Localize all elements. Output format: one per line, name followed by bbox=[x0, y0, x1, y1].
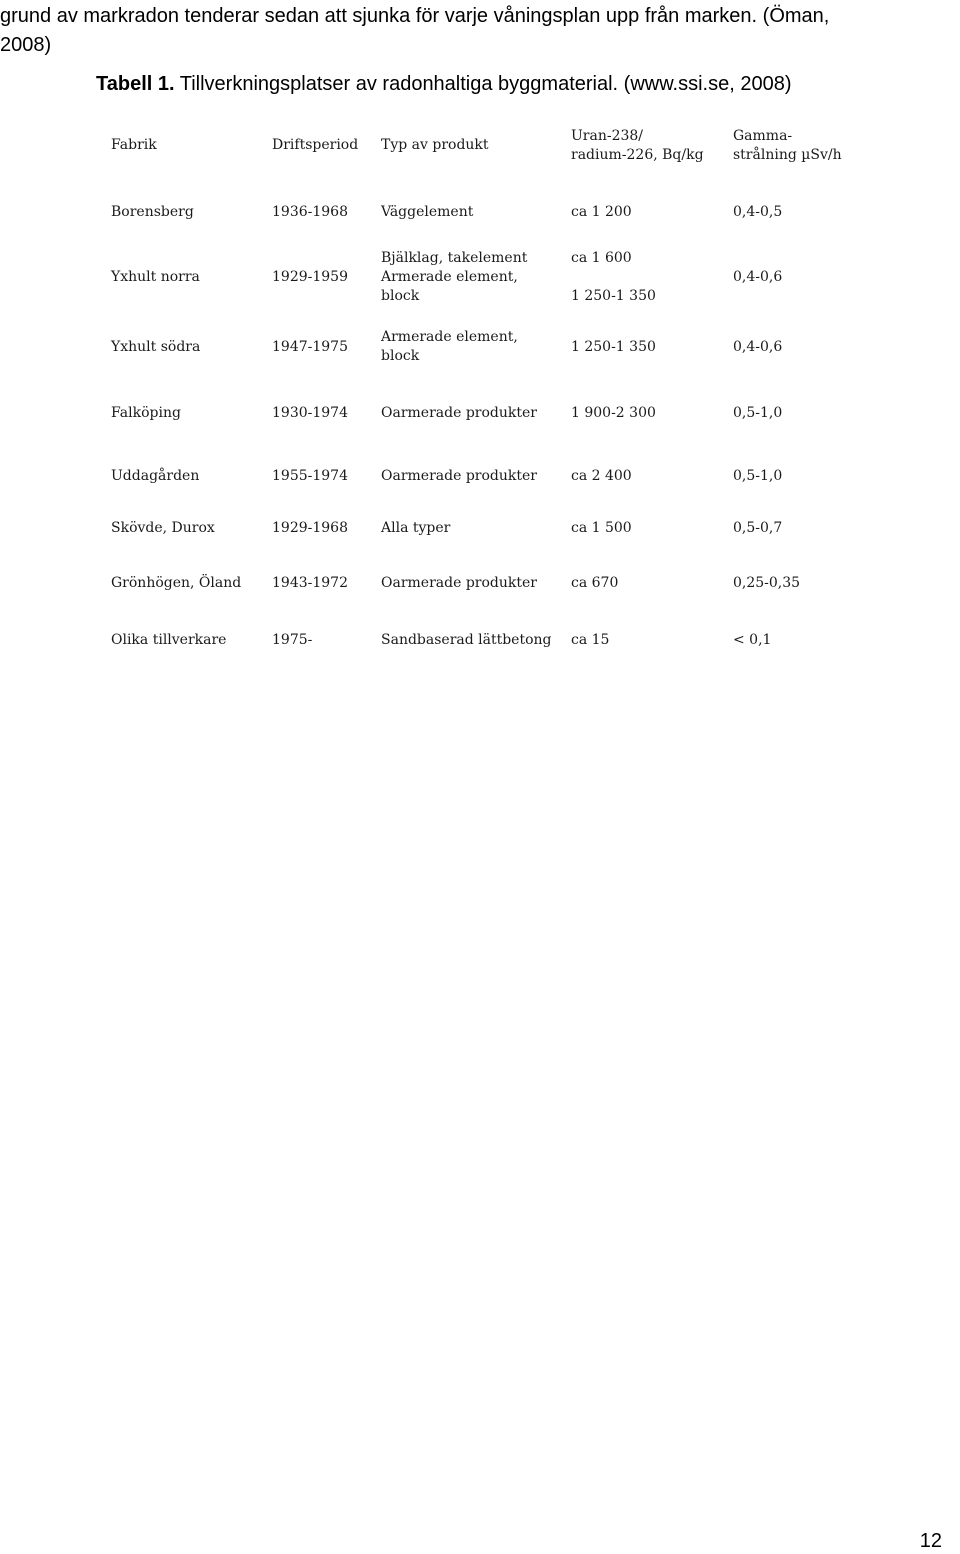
cell-typ: Oarmerade produkter bbox=[381, 575, 537, 591]
cell-period: 1930-1974 bbox=[272, 405, 348, 421]
header-driftsperiod: Driftsperiod bbox=[272, 137, 359, 153]
cell-uran-line-1: ca 1 600 bbox=[571, 250, 632, 266]
header-gamma-line-2: strålning µSv/h bbox=[733, 147, 842, 163]
cell-fabrik: Olika tillverkare bbox=[111, 632, 227, 648]
table-caption-label: Tabell 1. bbox=[96, 73, 175, 95]
cell-uran-line-2: 1 250-1 350 bbox=[571, 288, 656, 304]
cell-uran: ca 15 bbox=[571, 632, 610, 648]
cell-typ-line-1: Armerade element, bbox=[381, 329, 518, 345]
cell-uran: 1 250-1 350 bbox=[571, 339, 656, 355]
cell-gamma: 0,4-0,5 bbox=[733, 204, 783, 220]
cell-typ-line-2: Armerade element, bbox=[381, 269, 518, 285]
cell-fabrik: Skövde, Durox bbox=[111, 520, 215, 536]
cell-fabrik: Yxhult norra bbox=[111, 269, 200, 285]
cell-fabrik: Falköping bbox=[111, 405, 181, 421]
cell-fabrik: Borensberg bbox=[111, 204, 194, 220]
cell-period: 1929-1959 bbox=[272, 269, 348, 285]
cell-fabrik: Uddagården bbox=[111, 468, 200, 484]
cell-period: 1929-1968 bbox=[272, 520, 348, 536]
page-number: 12 bbox=[919, 1530, 942, 1552]
cell-typ: Oarmerade produkter bbox=[381, 468, 537, 484]
table-caption-text: Tillverkningsplatser av radonhaltiga byggmaterial. (www.ssi.se, 2008) bbox=[174, 73, 792, 95]
intro-paragraph bbox=[0, 2, 960, 60]
header-gamma-line-1: Gamma- bbox=[733, 128, 793, 144]
cell-uran: 1 900-2 300 bbox=[571, 405, 656, 421]
cell-typ-line-1: Bjälklag, takelement bbox=[381, 250, 528, 266]
cell-period: 1955-1974 bbox=[272, 468, 348, 484]
cell-uran: ca 2 400 bbox=[571, 468, 632, 484]
cell-typ: Oarmerade produkter bbox=[381, 405, 537, 421]
cell-gamma: 0,25-0,35 bbox=[733, 575, 801, 591]
cell-uran: ca 1 500 bbox=[571, 520, 632, 536]
header-uran-line-1: Uran-238/ bbox=[571, 128, 644, 144]
cell-uran: ca 1 200 bbox=[571, 204, 632, 220]
header-uran-line-2: radium-226, Bq/kg bbox=[571, 147, 704, 163]
header-typ-av-produkt: Typ av produkt bbox=[381, 137, 489, 153]
cell-gamma: 0,4-0,6 bbox=[733, 339, 783, 355]
cell-gamma: 0,5-1,0 bbox=[733, 468, 783, 484]
cell-period: 1947-1975 bbox=[272, 339, 348, 355]
header-fabrik: Fabrik bbox=[111, 137, 157, 153]
cell-period: 1936-1968 bbox=[272, 204, 348, 220]
cell-period: 1943-1972 bbox=[272, 575, 348, 591]
cell-uran: ca 670 bbox=[571, 575, 619, 591]
cell-gamma: 0,5-0,7 bbox=[733, 520, 783, 536]
cell-typ: Alla typer bbox=[381, 520, 451, 536]
cell-fabrik: Yxhult södra bbox=[111, 339, 201, 355]
cell-period: 1975- bbox=[272, 632, 313, 648]
cell-gamma: 0,4-0,6 bbox=[733, 269, 783, 285]
intro-line-2: 2008) bbox=[0, 34, 52, 56]
table-caption bbox=[96, 71, 792, 97]
cell-fabrik: Grönhögen, Öland bbox=[111, 575, 242, 591]
cell-gamma: 0,5-1,0 bbox=[733, 405, 783, 421]
cell-typ-line-3: block bbox=[381, 288, 420, 304]
cell-typ: Sandbaserad lättbetong bbox=[381, 632, 552, 648]
intro-line-1: grund av markradon tenderar sedan att sjunka för varje våningsplan upp från marken. (Öman, bbox=[0, 5, 830, 27]
cell-gamma: < 0,1 bbox=[733, 632, 772, 648]
cell-typ: Väggelement bbox=[381, 204, 474, 220]
cell-typ-line-2: block bbox=[381, 348, 420, 364]
